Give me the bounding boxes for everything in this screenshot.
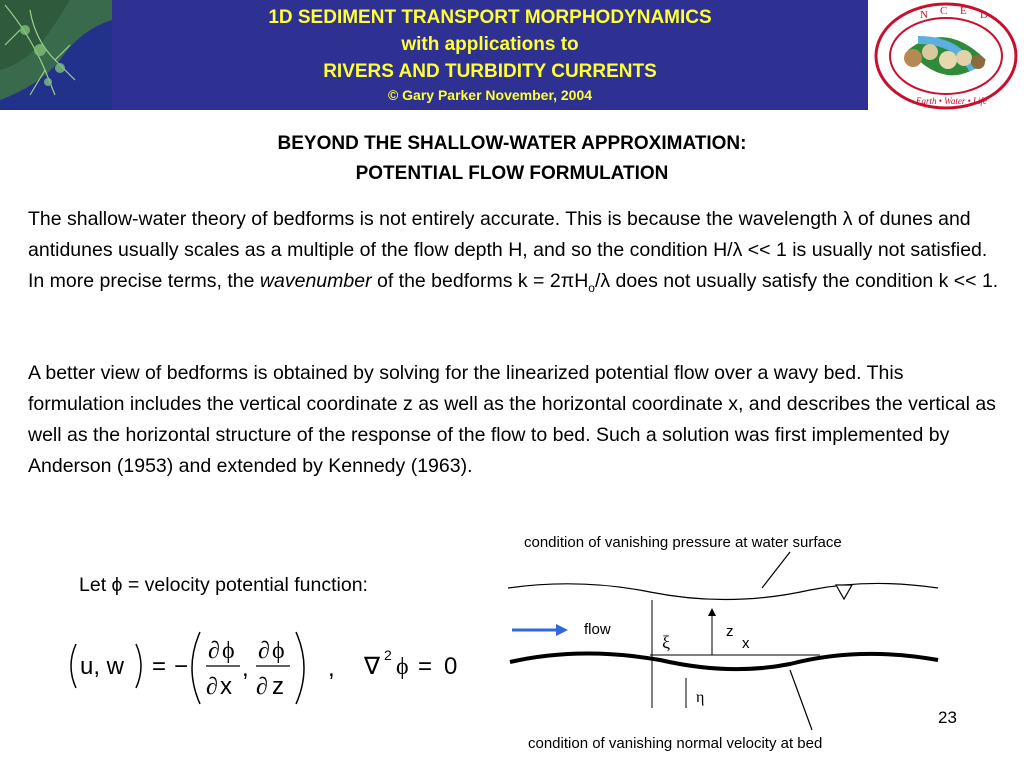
- wavy-bed-line: [510, 653, 938, 669]
- bed-leader-line: [790, 670, 812, 730]
- eq-equals: =: [418, 653, 433, 680]
- eq-minus: −: [174, 653, 189, 680]
- potential-flow-diagram: [490, 530, 1024, 768]
- eq-superscript-2: 2: [384, 647, 392, 663]
- course-title-line2: with applications to: [401, 34, 579, 55]
- slide-heading-line1: BEYOND THE SHALLOW-WATER APPROXIMATION:: [277, 133, 747, 154]
- eq-lhs: u, w: [80, 653, 125, 680]
- eq-comma: ,: [242, 655, 249, 682]
- phi-symbol: ϕ: [111, 574, 123, 596]
- eq-x: x: [220, 673, 232, 700]
- header-banner: [0, 0, 1024, 112]
- pi-symbol: π: [560, 270, 575, 292]
- xi-symbol: ξ: [662, 632, 671, 652]
- flow-label: flow: [584, 621, 611, 638]
- eq-partial: ∂: [208, 638, 220, 664]
- logo-motto: Earth • Water • Life: [916, 96, 987, 106]
- nced-logo: [868, 0, 1024, 112]
- surface-leader-line: [762, 552, 790, 588]
- paragraph-potential-flow: A better view of bedforms is obtained by solving for the linearized potential flow over a wavy bed. This formulation includes the vertical coordinate z as well as the horizontal coordinate x, and describes the vertical as well as the horizontal structure of the response of the flow to bed. Such a solution was first implemented by Anderson (1953) and extended by Kennedy (1963).: [28, 362, 996, 477]
- eq-partial: ∂: [258, 638, 270, 664]
- logo-letter-c: C: [940, 5, 948, 17]
- logo-letter-e: E: [960, 5, 967, 17]
- logo-letter-d: D: [980, 9, 988, 21]
- flow-arrowhead-icon: [556, 624, 568, 636]
- logo-letter-n: N: [920, 9, 928, 21]
- course-title-line3: RIVERS AND TURBIDITY CURRENTS: [323, 61, 657, 82]
- lambda-symbol: λ: [600, 270, 611, 292]
- eq-partial: ∂: [206, 674, 218, 700]
- delta-satellite-image: [0, 0, 112, 110]
- course-title-line1: 1D SEDIMENT TRANSPORT MORPHODYNAMICS: [268, 7, 712, 28]
- water-surface-line: [508, 583, 938, 599]
- slide-heading-line2: POTENTIAL FLOW FORMULATION: [355, 163, 669, 184]
- eq-z: z: [272, 673, 284, 700]
- velocity-potential-equation: [60, 628, 480, 708]
- eta-symbol: η: [696, 689, 705, 706]
- eq-separator: ,: [328, 655, 335, 682]
- eq-zero: 0: [444, 653, 458, 680]
- let-phi-line: Let ϕ = velocity potential function:: [79, 574, 368, 596]
- wavenumber-term: wavenumber: [259, 270, 372, 292]
- z-axis-arrowhead-icon: [708, 608, 716, 616]
- copyright-line: © Gary Parker November, 2004: [387, 87, 593, 103]
- z-label: z: [726, 623, 734, 640]
- page-number: 23: [938, 708, 957, 727]
- eq-phi: ϕ: [222, 638, 235, 664]
- lambda-symbol: λ: [732, 239, 743, 261]
- subscript-o: o: [588, 280, 595, 295]
- eq-partial: ∂: [256, 674, 268, 700]
- course-title-box: [112, 0, 868, 110]
- eq-equals: =: [152, 653, 167, 680]
- x-label: x: [742, 635, 750, 652]
- eq-phi: ϕ: [272, 638, 285, 664]
- water-surface-condition-label: condition of vanishing pressure at water surface: [524, 534, 842, 551]
- water-surface-triangle-icon: [836, 585, 852, 599]
- paragraph-shallow-water: The shallow-water theory of bedforms is not entirely accurate. This is because the wavelength λ of dunes and antidunes usually scales as a multiple of the flow depth H, and so the condition H/λ << 1 is usually not satisfied. In more precise terms, the wavenumber of the bedforms $k = 2\pi H_o/\lambda$ does not usually satisfy the condition k << 1.: [28, 208, 999, 295]
- eq-phi: ϕ: [396, 654, 409, 680]
- lambda-symbol: λ: [842, 208, 853, 230]
- eq-nabla: ∇: [364, 654, 381, 680]
- bed-condition-label: condition of vanishing normal velocity at bed: [528, 735, 823, 752]
